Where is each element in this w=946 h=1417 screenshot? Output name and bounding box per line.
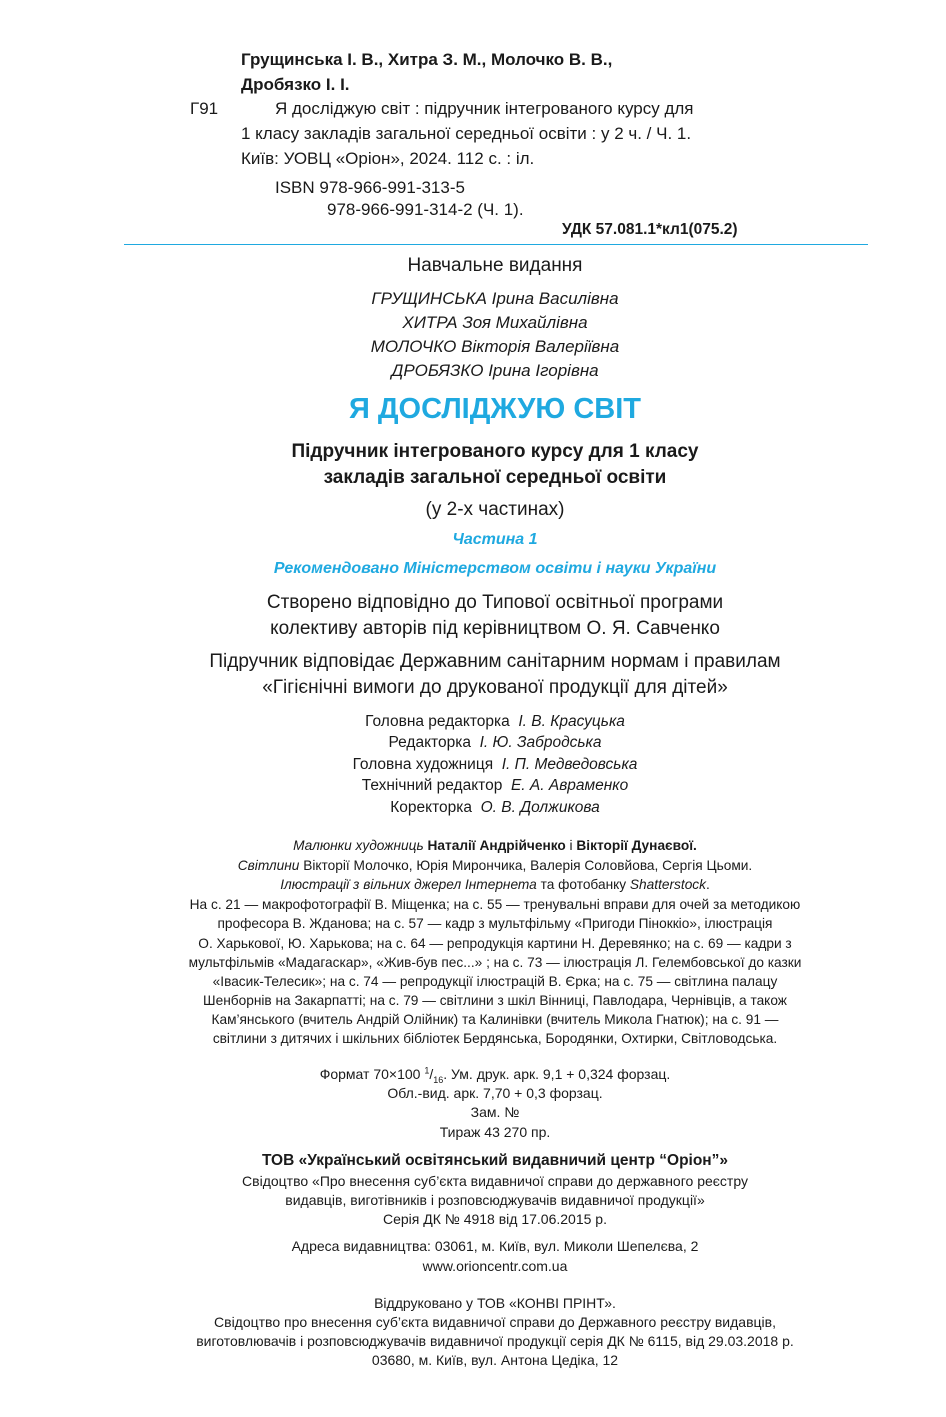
staff-row: [22, 734, 946, 752]
divider: [124, 244, 868, 245]
authors-line-1: Грущинська І. В., Хитра З. М., Молочко В. В.,: [241, 50, 613, 69]
photographers: Вікторії Молочко, Юрія Мирончика, Валерія Соловйова, Сергія Цьоми.: [299, 858, 753, 873]
staff-row: [22, 756, 946, 774]
format-denominator: 16: [433, 1074, 444, 1085]
bibliographic-desc-3: Київ: УОВЦ «Оріон», 2024. 112 с. : іл.: [241, 149, 535, 168]
staff-name: І. Ю. Забродська: [479, 734, 602, 751]
format-numerator: 1: [424, 1065, 430, 1076]
author-full-3: МОЛОЧКО Вікторія Валеріївна: [370, 337, 620, 356]
author-full-2: ХИТРА Зоя Михайлівна: [402, 313, 588, 332]
publishing-sheets: Обл.-вид. арк. 7,70 + 0,3 форзац.: [387, 1085, 603, 1101]
photobank-name: Shatterstock: [629, 877, 706, 892]
program-1: Створено відповідно до Типової освітньої програми: [266, 592, 724, 613]
staff-role: Коректорка: [390, 799, 472, 816]
staff-role: Редакторка: [388, 734, 471, 751]
bibliographic-desc-2: 1 класу закладів загальної середньої освіти : у 2 ч. / Ч. 1.: [241, 124, 692, 143]
credits-line: Кам’янського (вчитель Андрій Олійник) та Калинівки (вчитель Микола Гнатюк); на с. 91 —: [211, 1012, 779, 1027]
norms-2: «Гігієнічні вимоги до друкованої продукції для дітей»: [262, 677, 728, 698]
printer-line-4: 03680, м. Київ, вул. Антона Цедіка, 12: [371, 1352, 619, 1368]
credits-line: «Івасик-Телесик»; на с. 74 — репродукції ілюстрацій В. Єрка; на с. 75 — світлина палацу: [212, 974, 778, 989]
staff-role: Технічний редактор: [361, 777, 503, 794]
bibliographic-desc-1: Я досліджую світ : підручник інтегрованого курсу для: [275, 99, 694, 118]
parts-note: (у 2-х частинах): [425, 499, 565, 520]
credits-line: професора В. Жданова; на с. 57 — кадр з мультфільму «Пригоди Піноккіо», ілюстрація: [217, 916, 773, 931]
artist-name: Вікторії Дунаєвої.: [576, 838, 697, 853]
printer-line-2: Свідоцтво про внесення суб’єкта видавничої справи до Державного реєстру видавців,: [214, 1314, 776, 1330]
staff-row: [22, 799, 946, 817]
program-2: колективу авторів під керівництвом О. Я. Савченко: [270, 618, 720, 639]
printer-line-1: Віддруковано у ТОВ «КОНВІ ПРІНТ».: [374, 1295, 616, 1311]
format-text: Формат 70×100: [319, 1066, 425, 1082]
format-sheets: . Ум. друк. арк. 9,1 + 0,324 форзац.: [443, 1066, 671, 1082]
isbn-2: 978-966-991-314-2 (Ч. 1).: [327, 200, 524, 219]
credits-line: світлини з дитячих і шкільних бібліотек Бердянська, Бородянки, Охтирки, Світловодська.: [212, 1031, 778, 1046]
conjunction: і: [565, 838, 577, 853]
publisher-cert-2: видавців, виготівників і розповсюджувачів видавничої продукції»: [285, 1192, 705, 1208]
authors-line-2: Дробязко І. І.: [241, 75, 350, 94]
staff-name: Е. А. Авраменко: [510, 777, 629, 794]
artist-name: Наталії Андрійченко: [427, 838, 566, 853]
subtitle-1: Підручник інтегрованого курсу для 1 класу: [291, 441, 699, 462]
author-full-4: ДРОБЯЗКО Ірина Ігорівна: [391, 361, 599, 380]
photobank-text: та фотобанку: [536, 877, 630, 892]
recommendation: Рекомендовано Міністерством освіти і науки України: [273, 560, 717, 577]
free-sources-label: Ілюстрації з вільних джерел Інтернета: [280, 877, 537, 892]
norms-1: Підручник відповідає Державним санітарним нормам і правилам: [209, 651, 781, 672]
publisher-name: ТОВ «Український освітянський видавничий центр “Оріон”»: [261, 1152, 729, 1169]
classification-code: Г91: [190, 99, 219, 118]
illustrations-line-1: [22, 838, 946, 853]
publisher-address: Адреса видавництва: 03061, м. Київ, вул. Миколи Шепелєва, 2: [291, 1238, 699, 1254]
isbn-1: ISBN 978-966-991-313-5: [275, 178, 465, 197]
staff-name: І. В. Красуцька: [518, 713, 625, 730]
format-line: Формат 70×100 $^1/_{16}$. Ум. друк. арк. 9,1 + 0,324 форзац.: [319, 1065, 671, 1085]
staff-name: І. П. Медведовська: [501, 756, 638, 773]
credits-line: На с. 21 — макрофотографії В. Міщенка; на с. 55 — тренувальні вправи для очей за методикою: [189, 897, 801, 912]
credits-line: мультфільмів «Мадагаскар», «Жив-був пес...» ; на с. 73 — ілюстрація Л. Гелембовської до казки: [188, 955, 802, 970]
staff-row: [22, 713, 946, 731]
staff-name: О. В. Должикова: [480, 799, 600, 816]
udk-code: УДК 57.081.1*кл1(075.2): [562, 221, 738, 238]
credits-line: О. Харькової, Ю. Харькова; на с. 64 — репродукція картини Н. Деревянко; на с. 69 — кадри з: [198, 936, 792, 951]
illustrations-line-2: [22, 858, 946, 873]
staff-role: Головна художниця: [352, 756, 494, 773]
illustrations-line-3: [22, 877, 946, 892]
order-number: Зам. №: [470, 1104, 520, 1120]
staff-row: [22, 777, 946, 795]
author-full-1: ГРУЩИНСЬКА Ірина Василівна: [371, 289, 619, 308]
illustrations-label: Малюнки художниць: [293, 838, 428, 853]
print-run: Тираж 43 270 пр.: [439, 1124, 551, 1140]
part-label: Частина 1: [452, 531, 538, 548]
publisher-website: www.orioncentr.com.ua: [422, 1258, 568, 1274]
period: .: [706, 877, 710, 892]
printer-line-3: виготовлювачів і розповсюджувачів видавничої продукції серія ДК № 6115, від 29.03.2018 р.: [196, 1333, 794, 1349]
book-title: Я ДОСЛІДЖУЮ СВІТ: [349, 393, 641, 425]
publisher-series: Серія ДК № 4918 від 17.06.2015 р.: [383, 1211, 607, 1227]
subtitle-2: закладів загальної середньої освіти: [323, 467, 667, 488]
staff-role: Головна редакторка: [365, 713, 510, 730]
credits-line: Шенборнів на Закарпатті; на с. 79 — світлини з шкіл Вінниці, Павлодара, Чернівців, а також: [203, 993, 787, 1008]
photos-label: Світлини: [237, 858, 300, 873]
publisher-cert-1: Свідоцтво «Про внесення суб’єкта видавничої справи до державного реєстру: [242, 1173, 748, 1189]
edition-type: Навчальне видання: [407, 255, 583, 276]
